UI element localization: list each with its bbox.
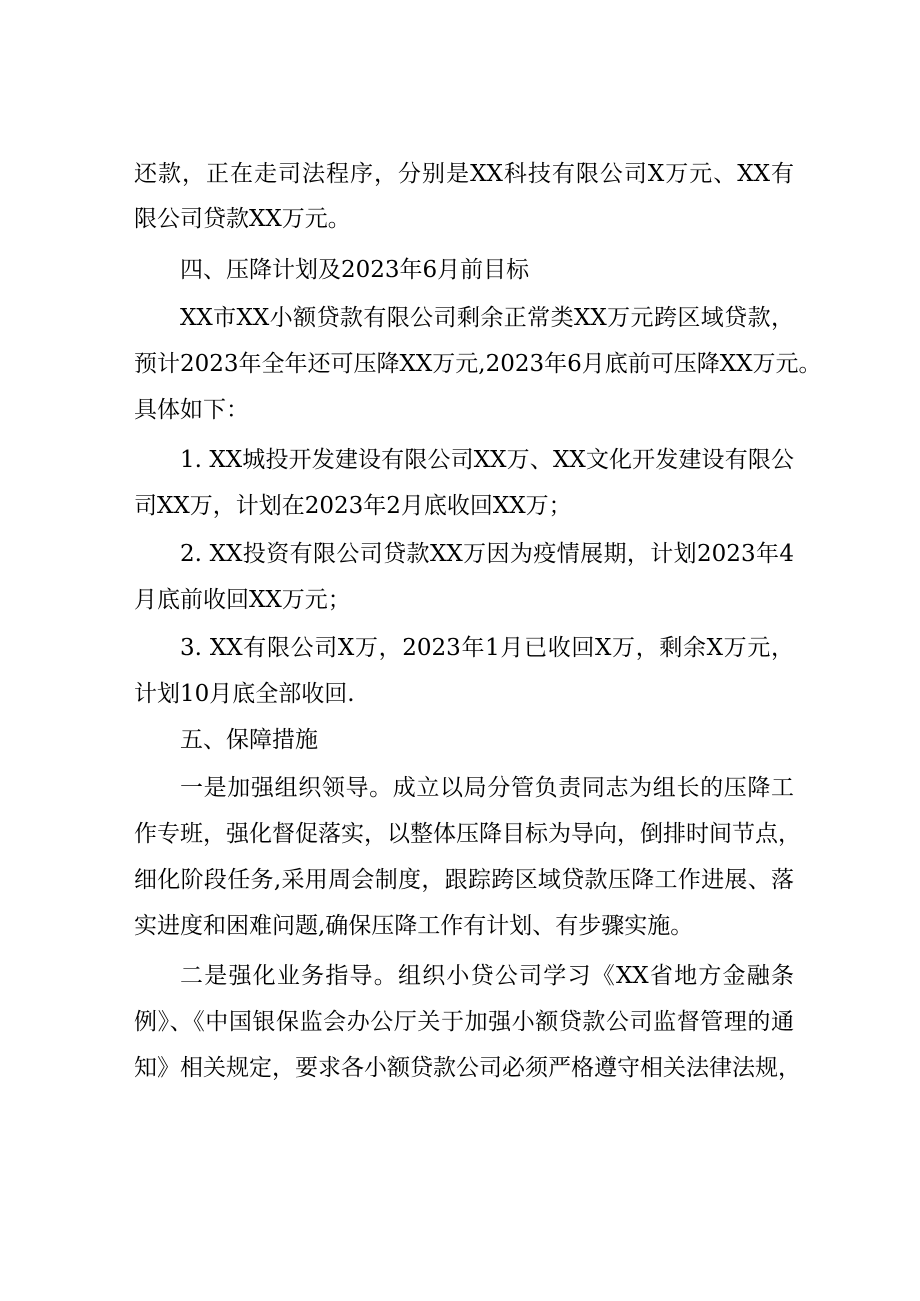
list-item-text: 1. XX城投开发建设有限公司XX万、XX文化开发建设有限公 — [180, 447, 794, 473]
text-line — [0, 486, 920, 526]
text-line — [0, 906, 920, 946]
text-line-content: 司XX万，计划在2023年2月底收回XX万； — [134, 493, 572, 519]
text-line — [0, 814, 920, 854]
text-line-content: XX市XX小额贷款有限公司剩余正常类XX万元跨区域贷款， — [180, 305, 794, 331]
text-line — [0, 154, 920, 194]
text-line — [0, 1048, 920, 1088]
text-line — [0, 768, 920, 808]
text-line-content: 作专班，强化督促落实，以整体压降目标为导向，倒排时间节点， — [134, 821, 801, 847]
text-line-content: 例》、《中国银保监会办公厅关于加强小额贷款公司监督管理的通 — [134, 1009, 794, 1035]
text-line-content: 预计2023年全年还可压降XX万元,2023年6月底前可压降XX万元。 — [134, 351, 822, 377]
text-line-content: 实进度和困难问题,确保压降工作有计划、有步骤实施。 — [134, 913, 694, 939]
text-line-content: 知》相关规定，要求各小额贷款公司必须严格遵守相关法律法规， — [134, 1055, 801, 1081]
text-line-content: 一是加强组织领导。成立以局分管负责同志为组长的压降工 — [180, 775, 794, 801]
text-line — [0, 344, 920, 384]
text-line-content: 限公司贷款XX万元。 — [134, 206, 351, 232]
text-line — [0, 956, 920, 996]
text-line-content: 还款，正在走司法程序，分别是XX科技有限公司X万元、XX有 — [134, 161, 794, 187]
text-line — [0, 674, 920, 714]
text-line — [0, 580, 920, 620]
text-line-content: 二是强化业务指导。组织小贷公司学习《XX省地方金融条 — [180, 963, 794, 989]
text-line — [0, 298, 920, 338]
text-line-content: 计划10月底全部收回. — [134, 681, 355, 707]
text-line-content: 月底前收回XX万元； — [134, 587, 351, 613]
section-heading-text: 五、保障措施 — [180, 727, 318, 753]
text-line — [0, 1002, 920, 1042]
text-line — [0, 390, 920, 430]
list-item — [0, 534, 920, 574]
section-heading-text: 四、压降计划及2023年6月前目标 — [180, 257, 530, 283]
list-item — [0, 628, 920, 668]
text-line-content: 细化阶段任务,采用周会制度，跟踪跨区域贷款压降工作进展、落 — [134, 867, 794, 893]
list-item-text: 2. XX投资有限公司贷款XX万因为疫情展期，计划2023年4 — [180, 541, 794, 567]
text-line — [0, 860, 920, 900]
section-heading — [0, 250, 920, 290]
section-heading — [0, 720, 920, 760]
text-line — [0, 199, 920, 239]
list-item-text: 3. XX有限公司X万，2023年1月已收回X万，剩余X万元， — [180, 635, 794, 661]
text-line-content: 具体如下： — [134, 397, 249, 423]
list-item — [0, 440, 920, 480]
